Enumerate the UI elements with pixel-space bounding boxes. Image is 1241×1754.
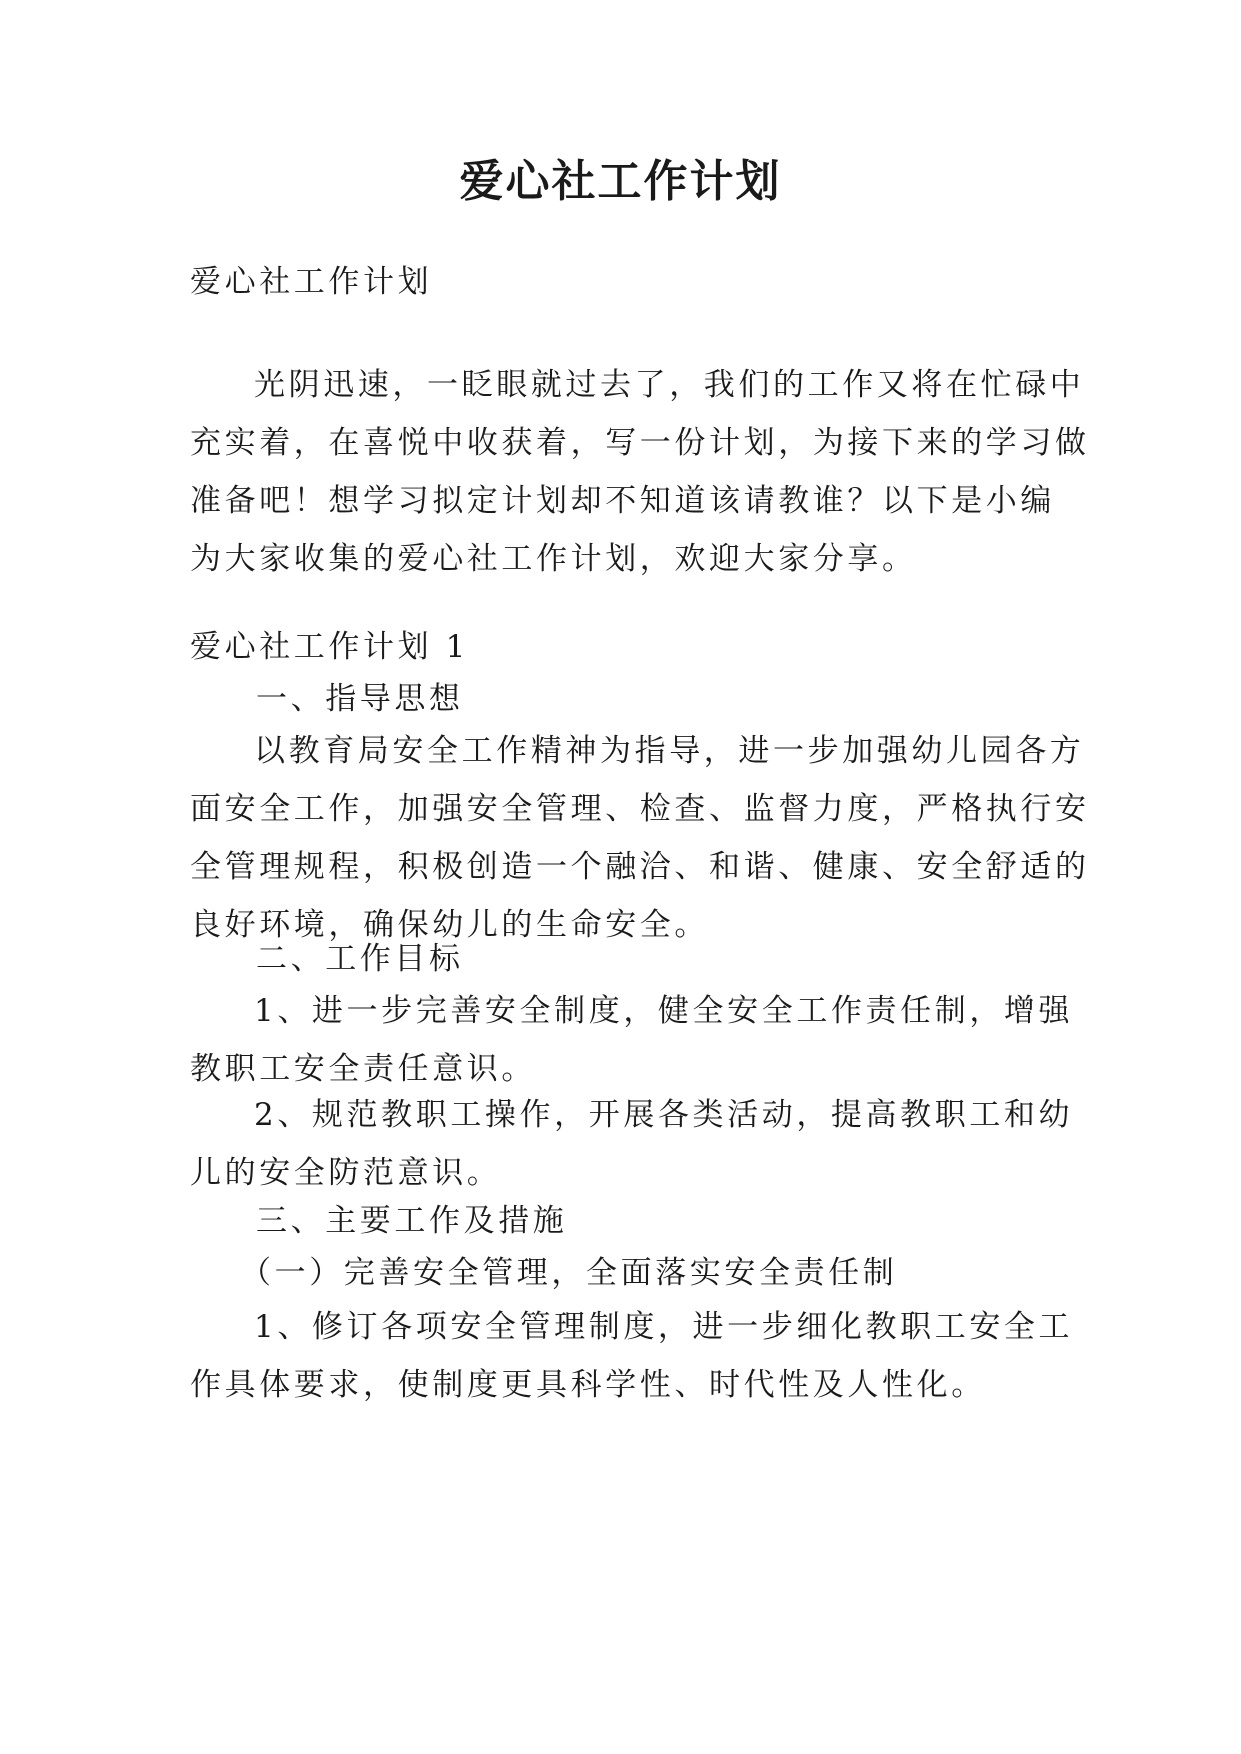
plan1-heading: 爱心社工作计划 1	[190, 629, 469, 665]
paragraph-line: 全管理规程，积极创造一个融洽、和谐、健康、安全舒适的	[190, 849, 1090, 885]
document-title: 爱心社工作计划	[459, 156, 782, 207]
paragraph-line: 教职工安全责任意识。	[190, 1051, 536, 1087]
paragraph-line: 为大家收集的爱心社工作计划，欢迎大家分享。	[190, 541, 917, 577]
paragraph-line: 准备吧！想学习拟定计划却不知道该请教谁？以下是小编	[190, 483, 1055, 519]
paragraph-line: 良好环境，确保幼儿的生命安全。	[190, 907, 709, 943]
goal1-paragraph	[190, 982, 1074, 1098]
intro-paragraph	[190, 356, 1090, 588]
paragraph-line: 以教育局安全工作精神为指导，进一步加强幼儿园各方	[254, 733, 1085, 769]
paragraph-line: 作具体要求，使制度更具科学性、时代性及人性化。	[190, 1367, 986, 1403]
section1-heading: 一、指导思想	[256, 681, 464, 717]
paragraph-line: 光阴迅速，一眨眼就过去了，我们的工作又将在忙碌中	[254, 367, 1085, 403]
section1-paragraph	[190, 722, 1090, 954]
paragraph-line: 面安全工作，加强安全管理、检查、监督力度，严格执行安	[190, 791, 1090, 827]
paragraph-line: 2、规范教职工操作，开展各类活动，提高教职工和幼	[254, 1097, 1074, 1133]
paragraph-line: 1、修订各项安全管理制度，进一步细化教职工安全工	[254, 1309, 1074, 1345]
section2-heading: 二、工作目标	[256, 941, 464, 977]
paragraph-line: 1、进一步完善安全制度，健全安全工作责任制，增强	[254, 993, 1074, 1029]
paragraph-line: 充实着，在喜悦中收获着，写一份计划，为接下来的学习做	[190, 425, 1090, 461]
paragraph-line: 儿的安全防范意识。	[190, 1155, 502, 1191]
measure1-paragraph	[190, 1298, 1074, 1414]
section3-heading: 三、主要工作及措施	[256, 1203, 568, 1239]
goal2-paragraph	[190, 1086, 1074, 1202]
subsection1-heading: （一）完善安全管理，全面落实安全责任制	[240, 1255, 898, 1291]
document-subtitle: 爱心社工作计划	[190, 264, 433, 300]
